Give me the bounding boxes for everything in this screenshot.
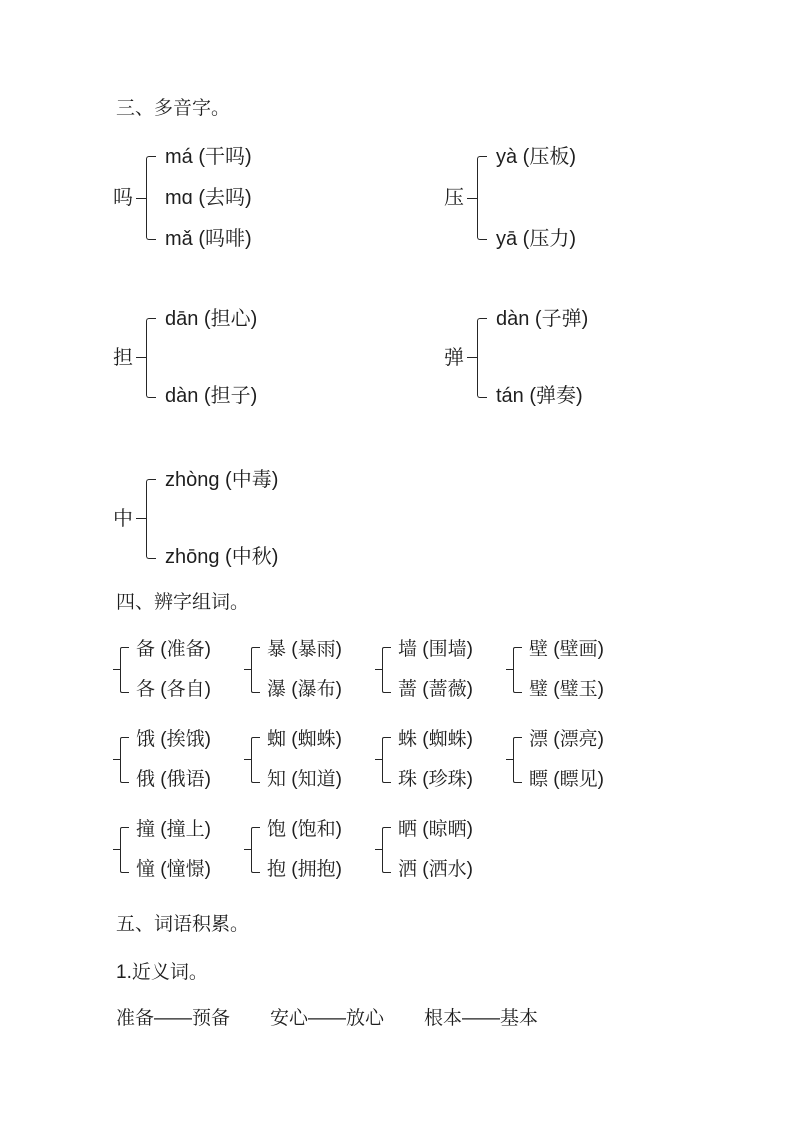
pinyin-row-c — [113, 467, 793, 570]
bracket-shape — [382, 737, 391, 783]
pinyin-entries — [496, 306, 588, 409]
pinyin-row-a — [113, 144, 793, 252]
pair-word-top: 撞 (撞上) — [136, 819, 211, 840]
pair-word-bottom: 各 (各自) — [136, 679, 211, 700]
pair-word-top: 蛛 (蜘蛛) — [398, 729, 473, 750]
pinyin-entry: yā (压力) — [496, 228, 576, 250]
pair-word-top: 晒 (晾晒) — [398, 819, 473, 840]
pinyin-group-dan — [113, 306, 444, 409]
pinyin-group-ma — [113, 144, 444, 252]
group-character: 弹 — [444, 346, 464, 369]
bracket-shape — [251, 647, 260, 693]
word-pair — [120, 630, 251, 710]
pinyin-entry: má (干吗) — [165, 146, 252, 168]
pair-words — [136, 630, 211, 710]
pairs-row-3 — [120, 810, 793, 890]
pinyin-entries — [165, 467, 278, 570]
bracket-shape — [251, 737, 260, 783]
section-title-character-pairs: 四、辨字组词。 — [116, 592, 250, 613]
group-character: 中 — [113, 507, 133, 530]
pinyin-row-b — [113, 306, 793, 409]
bracket-shape — [120, 737, 129, 783]
pinyin-entry: dān (担心) — [165, 308, 258, 330]
pairs-row-1 — [120, 630, 793, 710]
bracket-shape — [513, 737, 522, 783]
pair-word-bottom: 抱 (拥抱) — [267, 859, 342, 880]
bracket-shape — [146, 479, 156, 559]
pair-word-bottom: 瀑 (瀑布) — [267, 679, 342, 700]
pinyin-entry: zhōng (中秋) — [165, 546, 279, 568]
pinyin-entries — [165, 306, 257, 409]
pinyin-entry: dàn (担子) — [165, 385, 258, 407]
bracket-shape — [513, 647, 522, 693]
pinyin-entries — [165, 144, 252, 252]
pinyin-entry: yà (压板) — [496, 146, 576, 168]
pinyin-group-ya — [444, 144, 576, 252]
pinyin-entries — [496, 144, 576, 252]
subsection-title-synonyms: 1.近义词。 — [116, 962, 208, 983]
pair-words — [267, 810, 342, 890]
bracket-shape — [477, 156, 487, 240]
pair-word-bottom: 憧 (憧憬) — [136, 859, 211, 880]
pinyin-group-tan — [444, 306, 588, 409]
bracket-connector — [136, 198, 146, 199]
group-character: 压 — [444, 187, 464, 209]
pair-words — [529, 720, 604, 800]
pair-word-bottom: 知 (知道) — [267, 769, 342, 790]
pair-word-top: 墙 (围墙) — [398, 639, 473, 660]
word-pair — [251, 720, 382, 800]
pair-word-top: 备 (准备) — [136, 639, 211, 660]
pair-word-top: 暴 (暴雨) — [267, 639, 342, 660]
bracket-connector — [136, 518, 146, 519]
pair-word-bottom: 蔷 (蔷薇) — [398, 679, 473, 700]
pairs-row-2 — [120, 720, 793, 800]
word-pair — [382, 630, 513, 710]
group-character: 吗 — [113, 187, 133, 209]
word-pair — [382, 720, 513, 800]
synonym-item: 安心——放心 — [270, 1008, 385, 1029]
pinyin-entry: zhòng (中毒) — [165, 469, 279, 491]
pair-words — [398, 630, 473, 710]
word-pair — [382, 810, 513, 890]
pair-word-bottom: 璧 (璧玉) — [529, 679, 604, 700]
pinyin-entry: dàn (子弹) — [496, 308, 589, 330]
bracket-connector — [467, 357, 477, 358]
bracket-shape — [382, 647, 391, 693]
pair-words — [398, 810, 473, 890]
bracket-shape — [146, 318, 156, 398]
pair-words — [267, 720, 342, 800]
pair-word-bottom: 瞟 (瞟见) — [529, 769, 604, 790]
pair-word-top: 漂 (漂亮) — [529, 729, 604, 750]
bracket-shape — [477, 318, 487, 398]
pinyin-group-zhong — [113, 467, 278, 570]
word-pair — [513, 720, 644, 800]
pair-words — [529, 630, 604, 710]
pair-word-top: 蜘 (蜘蛛) — [267, 729, 342, 750]
pair-word-bottom: 洒 (洒水) — [398, 859, 473, 880]
bracket-connector — [467, 198, 477, 199]
word-pair — [120, 810, 251, 890]
bracket-shape — [120, 827, 129, 873]
synonym-item: 准备——预备 — [116, 1008, 231, 1029]
pair-words — [136, 720, 211, 800]
section-title-multi-pronunciation: 三、多音字。 — [116, 98, 231, 119]
pair-words — [267, 630, 342, 710]
section-title-word-accumulation: 五、词语积累。 — [116, 914, 250, 935]
pair-word-top: 壁 (壁画) — [529, 639, 604, 660]
bracket-shape — [120, 647, 129, 693]
pair-word-top: 饿 (挨饿) — [136, 729, 211, 750]
pinyin-entry: mǎ (吗啡) — [165, 228, 252, 250]
pair-words — [136, 810, 211, 890]
pair-word-bottom: 珠 (珍珠) — [398, 769, 473, 790]
pair-word-top: 饱 (饱和) — [267, 819, 342, 840]
bracket-connector — [136, 357, 146, 358]
word-pair — [251, 630, 382, 710]
word-pair — [120, 720, 251, 800]
bracket-shape — [382, 827, 391, 873]
pinyin-entry: tán (弹奏) — [496, 385, 583, 407]
pair-word-bottom: 俄 (俄语) — [136, 769, 211, 790]
group-character: 担 — [113, 346, 133, 369]
bracket-shape — [251, 827, 260, 873]
synonyms-row — [116, 1006, 793, 1032]
word-pair — [251, 810, 382, 890]
word-pair — [513, 630, 644, 710]
bracket-shape — [146, 156, 156, 240]
pair-words — [398, 720, 473, 800]
synonym-item: 根本——基本 — [424, 1008, 539, 1029]
pinyin-entry: mɑ (去吗) — [165, 187, 252, 209]
